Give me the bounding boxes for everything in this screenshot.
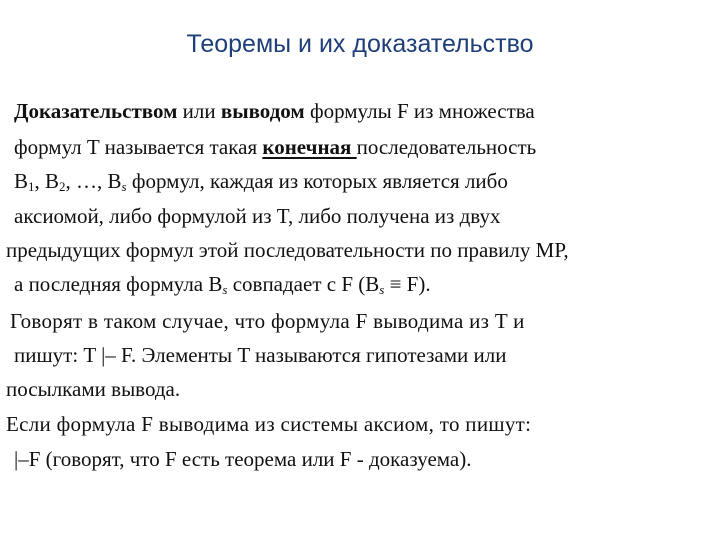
text-sequence: последовательность: [356, 135, 537, 159]
sub-s-2: s: [379, 282, 385, 297]
text-formula-from-set: формулы F из множества: [304, 99, 535, 123]
text-say-derivable: Говорят в таком случае, что формула F выводима из T и: [10, 309, 525, 333]
text-theorem: |–F (говорят, что F есть теорема или F - доказуема).: [14, 447, 472, 471]
sub-1: 1: [28, 179, 35, 194]
text-formulas-each: формул, каждая из которых является либо: [126, 169, 508, 193]
paragraph-line-6: [14, 270, 431, 304]
paragraph-line-1: [14, 97, 535, 125]
paragraph-line-7: [10, 307, 525, 335]
text-coincides: совпадает с F (B: [227, 272, 380, 296]
paragraph-line-8: [14, 341, 506, 369]
paragraph-line-11: [14, 445, 471, 473]
text-axiom-or-formula: аксиомой, либо формулой из T, либо получена из двух: [14, 204, 501, 228]
paragraph-line-2: [14, 133, 536, 161]
text-previous-formulas: предыдущих формул этой последовательности по правилу МР,: [6, 238, 569, 262]
text-premises: посылками вывода.: [6, 377, 181, 401]
term-finite: конечная: [262, 135, 357, 159]
paragraph-line-4: [14, 202, 500, 230]
sub-s: s: [121, 179, 127, 194]
text-b1: B: [14, 169, 29, 193]
text-b2: , B: [34, 169, 60, 193]
term-proof: Доказательством: [14, 99, 178, 123]
text-if-axiom-system: Если формула F выводима из системы аксиом, то пишут:: [6, 412, 532, 436]
text-bs: , …, B: [65, 169, 122, 193]
slide-title: Теоремы и их доказательство: [186, 30, 534, 58]
sub-s-1: s: [222, 282, 228, 297]
paragraph-line-5: [6, 236, 569, 264]
text-formulas-t: формул T называется такая: [14, 135, 263, 159]
text-write-hypotheses: пишут: T |– F. Элементы T называются гипотезами или: [14, 343, 507, 367]
text-equiv-f: ≡ F).: [384, 272, 431, 296]
sub-2: 2: [59, 179, 66, 194]
term-derivation: выводом: [220, 99, 305, 123]
paragraph-line-9: [6, 375, 180, 403]
paragraph-line-10: [6, 410, 531, 438]
text-or: или: [177, 99, 221, 123]
text-last-formula: а последняя формула B: [14, 272, 223, 296]
paragraph-line-3: [14, 167, 508, 201]
